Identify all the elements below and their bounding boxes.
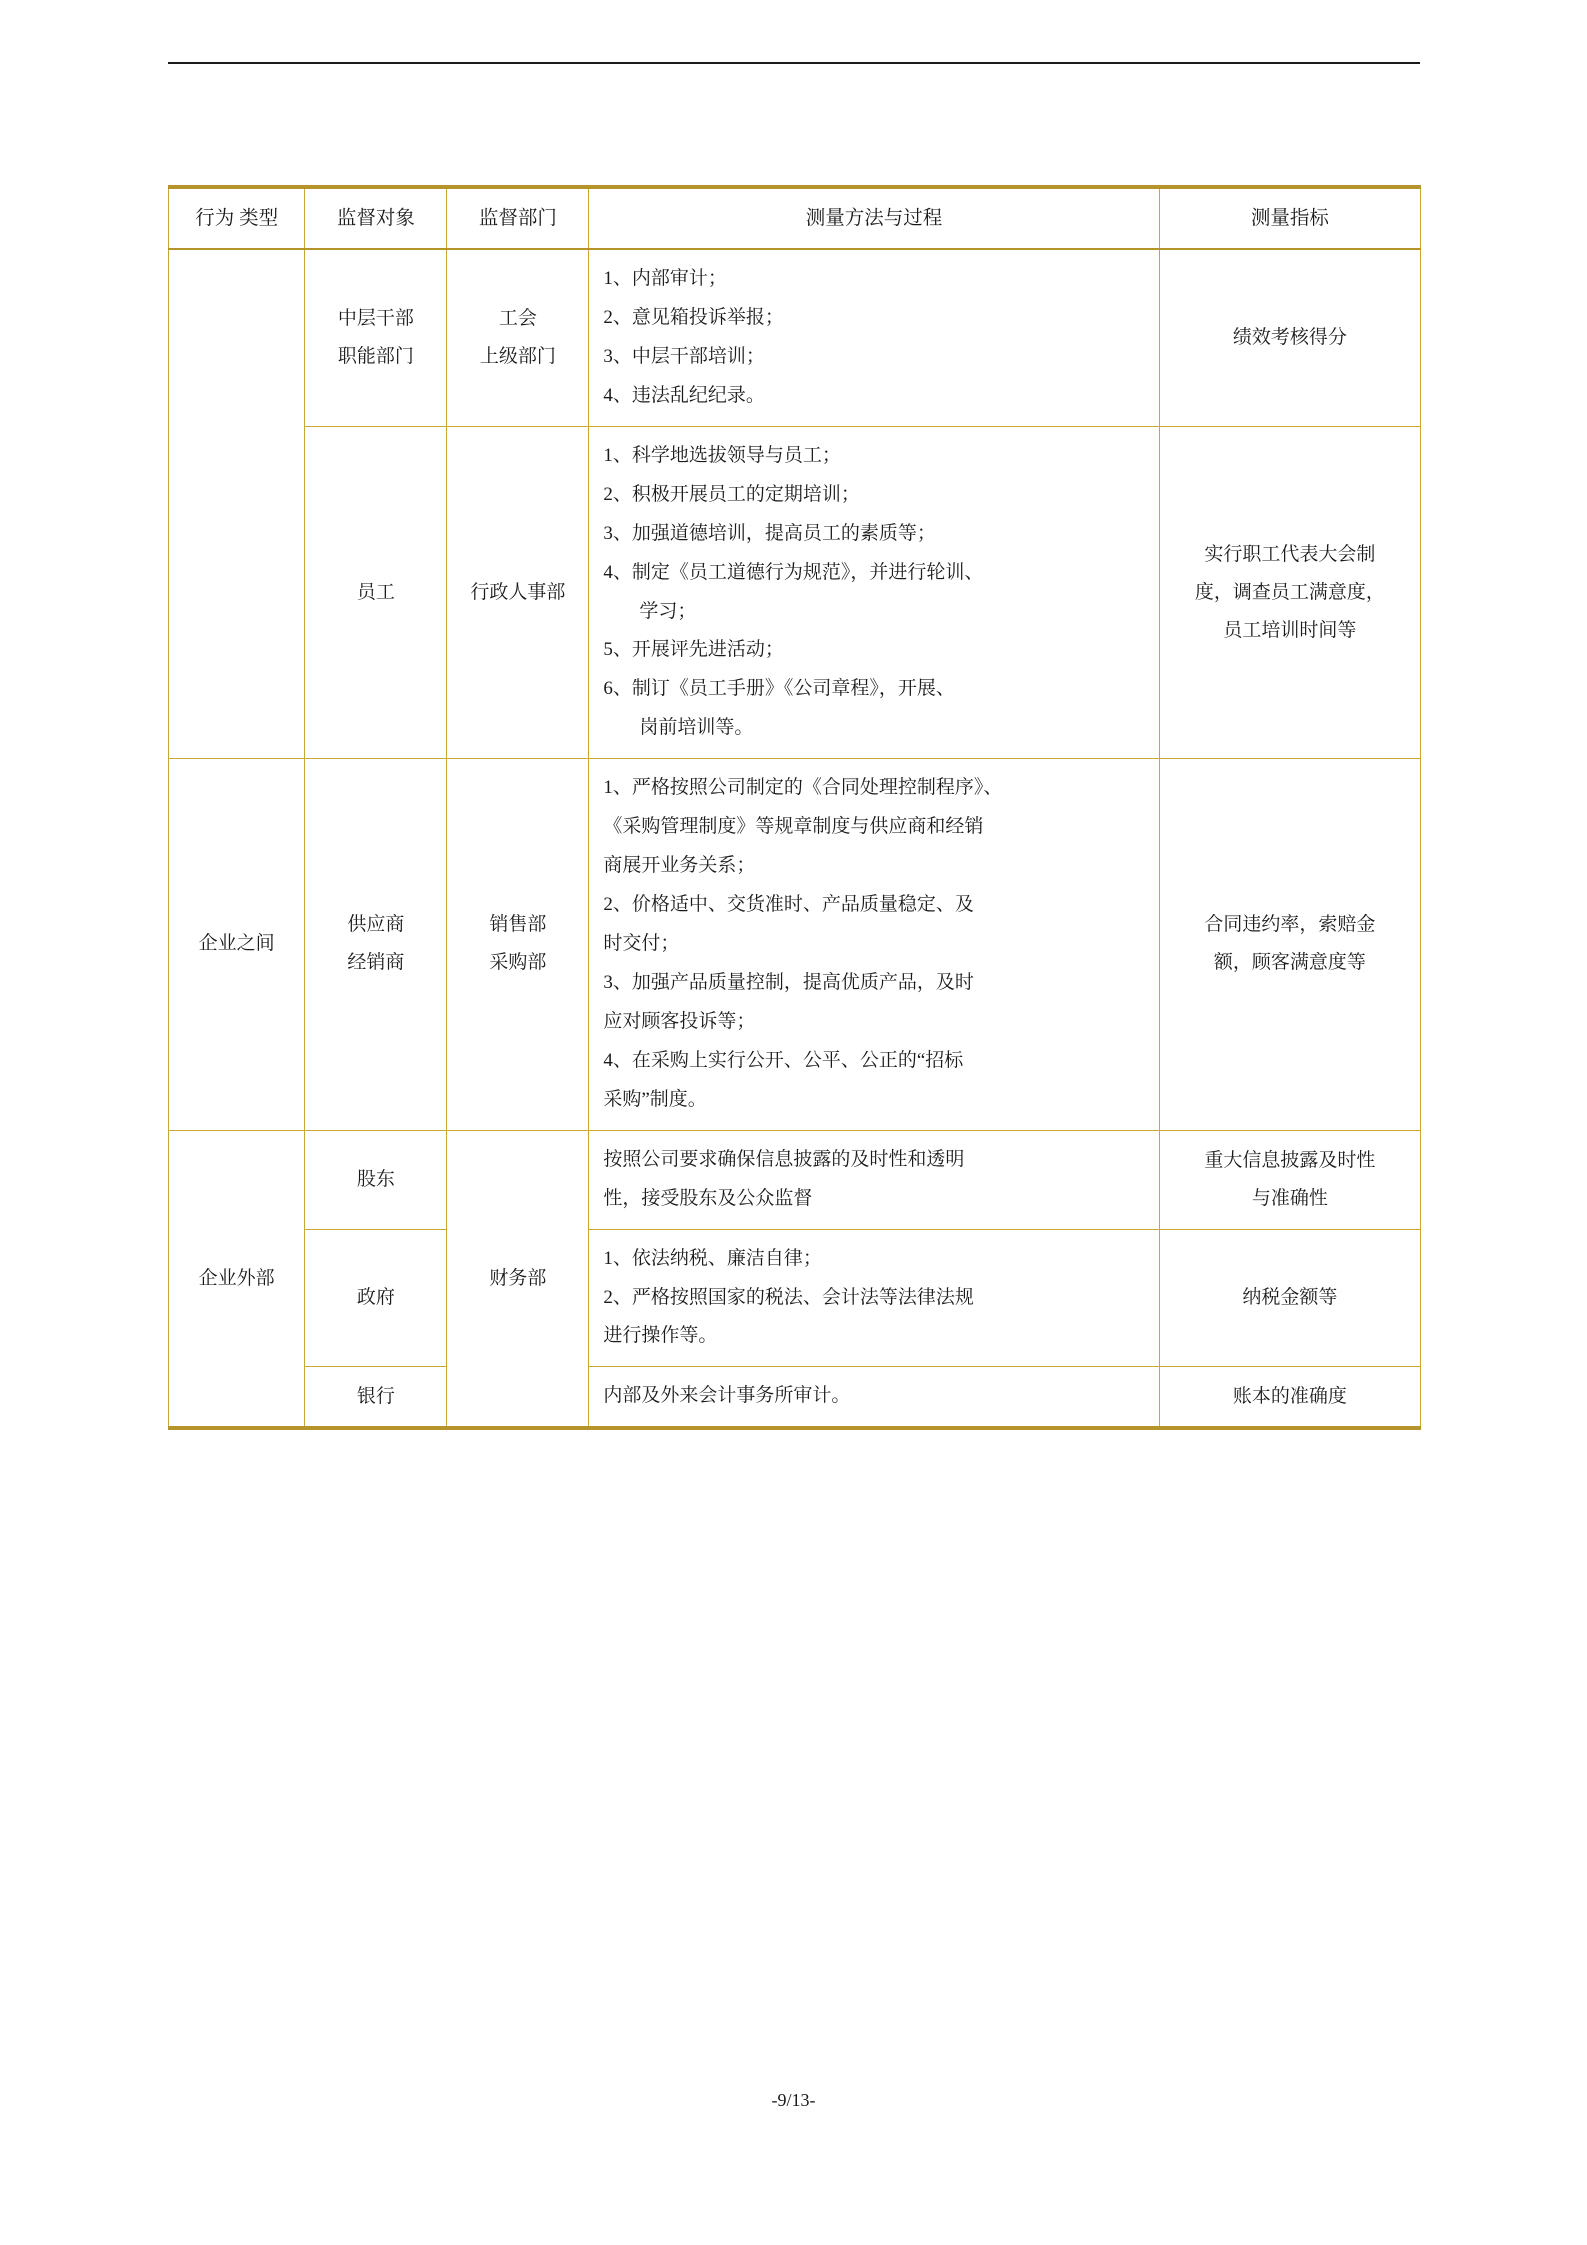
method-line: 《采购管理制度》等规章制度与供应商和经销 [603, 816, 984, 838]
method-line: 4、在采购上实行公开、公平、公正的“招标 [603, 1049, 964, 1071]
cell-object [305, 759, 447, 1130]
method-line: 2、意见箱投诉举报； [603, 306, 784, 328]
cell-object [305, 249, 447, 426]
method-line: 性，接受股东及公众监督 [603, 1187, 813, 1209]
cell-method [589, 1367, 1159, 1428]
cell-method [589, 759, 1159, 1130]
cell-object: 政府 [305, 1229, 447, 1367]
method-line: 6、制订《员工手册》《公司章程》，开展、 [603, 678, 955, 700]
column-header-indicator: 测量指标 [1159, 187, 1420, 249]
table-row [169, 426, 1421, 759]
method-line: 学习； [639, 600, 697, 622]
cell-department [447, 759, 589, 1130]
cell-method [589, 1130, 1159, 1229]
indicator-line: 合同违约率，索赔金 [1204, 914, 1376, 936]
table-row [169, 1130, 1421, 1229]
object-line-2: 职能部门 [337, 345, 414, 367]
column-header-behavior-type: 行为 类型 [169, 187, 305, 249]
method-line: 1、科学地选拔领导与员工； [603, 444, 841, 466]
cell-object: 银行 [305, 1367, 447, 1428]
supervision-table-wrapper [168, 185, 1421, 1430]
method-line: 5、开展评先进活动； [603, 639, 784, 661]
method-line: 1、严格按照公司制定的《合同处理控制程序》、 [603, 777, 1003, 799]
page-footer: -9/13- [771, 2090, 816, 2110]
method-line: 内部及外来会计事务所审计。 [603, 1385, 851, 1407]
cell-method [589, 426, 1159, 759]
cell-behavior-type-internal [169, 249, 305, 759]
cell-behavior-type: 企业之间 [169, 759, 305, 1130]
method-line: 岗前培训等。 [639, 717, 754, 739]
cell-method [589, 249, 1159, 426]
department-line: 采购部 [489, 952, 547, 974]
supervision-table [168, 185, 1421, 1430]
method-line: 按照公司要求确保信息披露的及时性和透明 [603, 1148, 965, 1170]
indicator-line: 员工培训时间等 [1223, 619, 1357, 641]
cell-behavior-type-external: 企业外部 [169, 1130, 305, 1428]
column-header-object: 监督对象 [305, 187, 447, 249]
cell-department: 行政人事部 [447, 426, 589, 759]
method-line: 2、积极开展员工的定期培训； [603, 483, 860, 505]
cell-indicator: 账本的准确度 [1159, 1367, 1420, 1428]
indicator-line: 与准确性 [1251, 1187, 1328, 1209]
method-line: 4、违法乱纪纪录。 [603, 384, 765, 406]
column-header-method: 测量方法与过程 [589, 187, 1159, 249]
indicator-line: 重大信息披露及时性 [1204, 1149, 1376, 1171]
table-row [169, 759, 1421, 1130]
cell-method [589, 1229, 1159, 1367]
cell-object: 员工 [305, 426, 447, 759]
table-header-row [169, 187, 1421, 249]
table-row [169, 249, 1421, 426]
method-line: 应对顾客投诉等； [603, 1010, 756, 1032]
department-line-2: 上级部门 [479, 345, 556, 367]
method-line: 3、加强道德培训，提高员工的素质等； [603, 522, 936, 544]
method-line: 3、中层干部培训； [603, 345, 765, 367]
department-line-1: 工会 [498, 307, 537, 329]
cell-indicator [1159, 1130, 1420, 1229]
cell-department [447, 249, 589, 426]
table-row [169, 1229, 1421, 1367]
method-line: 3、加强产品质量控制，提高优质产品，及时 [603, 971, 974, 993]
cell-object: 股东 [305, 1130, 447, 1229]
object-line: 供应商 [347, 914, 405, 936]
cell-indicator: 纳税金额等 [1159, 1229, 1420, 1367]
indicator-line: 实行职工代表大会制 [1204, 543, 1376, 565]
method-line: 采购”制度。 [603, 1088, 707, 1110]
method-line: 商展开业务关系； [603, 855, 756, 877]
cell-department-finance: 财务部 [447, 1130, 589, 1428]
method-line: 进行操作等。 [603, 1325, 718, 1347]
method-line: 2、严格按照国家的税法、会计法等法律法规 [603, 1286, 974, 1308]
method-line: 时交付； [603, 933, 680, 954]
column-header-department: 监督部门 [447, 187, 589, 249]
table-row [169, 1367, 1421, 1428]
indicator-line: 度，调查员工满意度， [1194, 581, 1385, 603]
method-line: 1、内部审计； [603, 268, 727, 289]
method-line: 4、制定《员工道德行为规范》，并进行轮训、 [603, 561, 984, 583]
department-line: 销售部 [489, 914, 547, 936]
method-line: 1、依法纳税、廉洁自律； [603, 1247, 822, 1269]
header-rule [168, 62, 1420, 64]
cell-indicator [1159, 759, 1420, 1130]
indicator-line: 额，顾客满意度等 [1213, 952, 1366, 974]
object-line: 经销商 [347, 952, 405, 974]
cell-indicator [1159, 426, 1420, 759]
method-line: 2、价格适中、交货准时、产品质量稳定、及 [603, 894, 974, 916]
table-body [169, 249, 1421, 1428]
cell-indicator: 绩效考核得分 [1159, 249, 1420, 426]
object-line-1: 中层干部 [337, 307, 414, 329]
